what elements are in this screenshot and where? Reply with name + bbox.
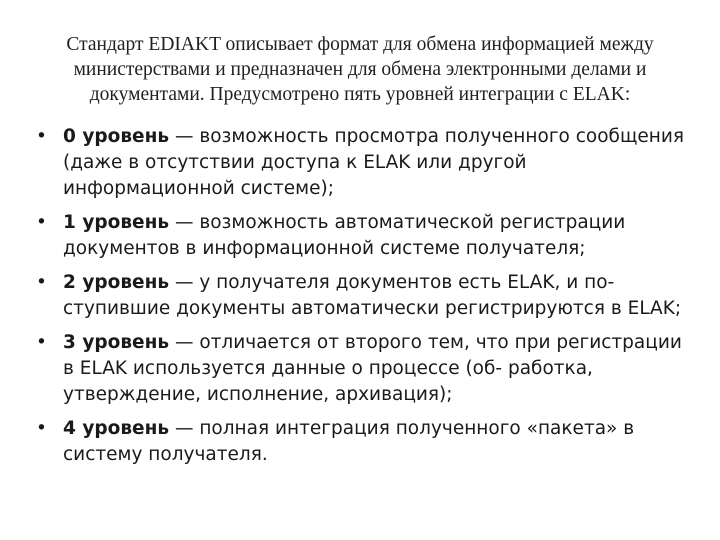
level-description: — у получателя документов есть ELAK, и по- ступившие документы автоматически регистрируются в ELAK; — [63, 272, 682, 319]
level-label: 1 уровень — [63, 212, 170, 233]
integration-levels-list — [34, 124, 690, 476]
level-label: 2 уровень — [63, 272, 170, 293]
level-label: 3 уровень — [63, 332, 170, 353]
list-item-level-2 — [34, 270, 690, 322]
bullet-icon: • — [36, 418, 47, 439]
list-item-level-1 — [34, 210, 690, 262]
bullet-icon: • — [36, 272, 47, 293]
list-item-level-4 — [34, 416, 690, 468]
slide-title: Стандарт EDIAKT описывает формат для обмена информацией между министерствами и предназначен для обмена электронными делами и документами. Предусмотрено пять уровней интеграции с ELAK: — [66, 34, 654, 105]
bullet-icon: • — [36, 332, 47, 353]
level-description: — отличается от второго тем, что при регистрации в ELAK используется данные о процессе (об- работка, утверждение, исполнение, архивация); — [63, 332, 682, 405]
level-description: — возможность автоматической регистрации документов в информационной системе получателя; — [63, 212, 626, 259]
level-description: — возможность просмотра полученного сообщения (даже в отсутствии доступа к ELAK или другой информационной системе); — [63, 126, 685, 199]
list-item-level-3 — [34, 330, 690, 408]
list-item-level-0 — [34, 124, 690, 202]
bullet-icon: • — [36, 212, 47, 233]
level-label: 0 уровень — [63, 126, 170, 147]
level-description: — полная интеграция полученного «пакета» в систему получателя. — [63, 418, 635, 465]
bullet-icon: • — [36, 126, 47, 147]
level-label: 4 уровень — [63, 418, 170, 439]
